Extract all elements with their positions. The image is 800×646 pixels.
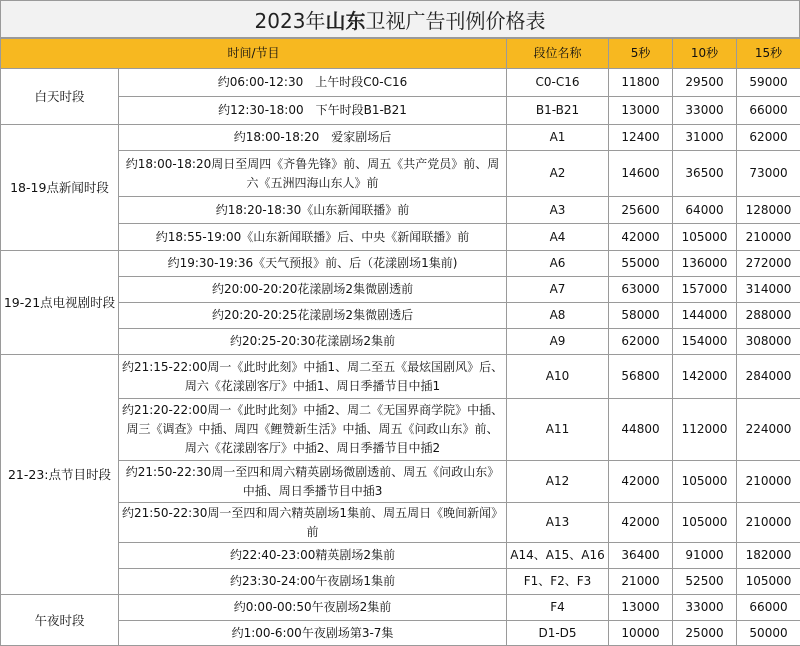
header-5s: 5秒 — [609, 39, 673, 69]
table-row — [1, 197, 800, 224]
slot-code: A13 — [507, 503, 609, 543]
price-15s: 105000 — [737, 569, 800, 595]
group-label: 白天时段 — [1, 69, 119, 125]
header-10s: 10秒 — [673, 39, 737, 69]
price-5s: 42000 — [609, 461, 673, 503]
slot-code: B1-B21 — [507, 97, 609, 125]
table-row — [1, 251, 800, 277]
slot-time: 约12:30-18:00 下午时段B1-B21 — [119, 97, 507, 125]
price-10s: 112000 — [673, 399, 737, 461]
title-year: 2023年 — [255, 5, 326, 34]
slot-code: A4 — [507, 224, 609, 251]
table-row — [1, 355, 800, 399]
price-10s: 144000 — [673, 303, 737, 329]
group-label: 午夜时段 — [1, 595, 119, 646]
group-label: 21-23:点节目时段 — [1, 355, 119, 595]
price-5s: 14600 — [609, 151, 673, 197]
slot-code: A9 — [507, 329, 609, 355]
price-15s: 224000 — [737, 399, 800, 461]
table-row — [1, 303, 800, 329]
price-5s: 63000 — [609, 277, 673, 303]
price-10s: 91000 — [673, 543, 737, 569]
price-5s: 21000 — [609, 569, 673, 595]
table-row — [1, 543, 800, 569]
slot-time: 约21:50-22:30周一至四和周六精英剧场微剧透前、周五《问政山东》中插、周日季播节目中插3 — [119, 461, 507, 503]
price-5s: 36400 — [609, 543, 673, 569]
slot-code: F4 — [507, 595, 609, 621]
price-5s: 11800 — [609, 69, 673, 97]
price-10s: 36500 — [673, 151, 737, 197]
price-15s: 128000 — [737, 197, 800, 224]
group-label: 19-21点电视剧时段 — [1, 251, 119, 355]
slot-code: A7 — [507, 277, 609, 303]
slot-time: 约21:15-22:00周一《此时此刻》中插1、周二至五《最炫国剧风》后、周六《花漾剧客厅》中插1、周日季播节目中插1 — [119, 355, 507, 399]
title-brand: 山东 — [325, 5, 365, 34]
price-15s: 59000 — [737, 69, 800, 97]
slot-time: 约19:30-19:36《天气预报》前、后（花漾剧场1集前) — [119, 251, 507, 277]
price-15s: 182000 — [737, 543, 800, 569]
slot-code: F1、F2、F3 — [507, 569, 609, 595]
slot-time: 约20:20-20:25花漾剧场2集微剧透后 — [119, 303, 507, 329]
table-row — [1, 97, 800, 125]
price-5s: 25600 — [609, 197, 673, 224]
price-15s: 66000 — [737, 595, 800, 621]
slot-code: A6 — [507, 251, 609, 277]
price-10s: 52500 — [673, 569, 737, 595]
price-5s: 55000 — [609, 251, 673, 277]
price-10s: 33000 — [673, 595, 737, 621]
price-5s: 62000 — [609, 329, 673, 355]
price-10s: 33000 — [673, 97, 737, 125]
price-5s: 12400 — [609, 125, 673, 151]
slot-time: 约18:00-18:20周日至周四《齐鲁先锋》前、周五《共产党员》前、周六《五洲四海山东人》前 — [119, 151, 507, 197]
slot-time: 约21:50-22:30周一至四和周六精英剧场1集前、周五周日《晚间新闻》前 — [119, 503, 507, 543]
price-5s: 13000 — [609, 595, 673, 621]
slot-code: A14、A15、A16 — [507, 543, 609, 569]
price-15s: 284000 — [737, 355, 800, 399]
slot-code: A1 — [507, 125, 609, 151]
slot-time: 约0:00-00:50午夜剧场2集前 — [119, 595, 507, 621]
price-5s: 10000 — [609, 621, 673, 646]
slot-code: A3 — [507, 197, 609, 224]
slot-time: 约18:20-18:30《山东新闻联播》前 — [119, 197, 507, 224]
table-row — [1, 125, 800, 151]
table-row — [1, 277, 800, 303]
price-15s: 272000 — [737, 251, 800, 277]
page-title — [0, 0, 800, 38]
price-10s: 157000 — [673, 277, 737, 303]
slot-time: 约18:00-18:20 爱家剧场后 — [119, 125, 507, 151]
price-15s: 73000 — [737, 151, 800, 197]
slot-code: A2 — [507, 151, 609, 197]
slot-time: 约20:00-20:20花漾剧场2集微剧透前 — [119, 277, 507, 303]
price-10s: 105000 — [673, 224, 737, 251]
price-10s: 154000 — [673, 329, 737, 355]
price-5s: 42000 — [609, 224, 673, 251]
header-row — [1, 39, 800, 69]
slot-code: A11 — [507, 399, 609, 461]
slot-code: C0-C16 — [507, 69, 609, 97]
slot-time: 约18:55-19:00《山东新闻联播》后、中央《新闻联播》前 — [119, 224, 507, 251]
slot-time: 约21:20-22:00周一《此时此刻》中插2、周二《无国界商学院》中插、周三《调查》中插、周四《鲤赞新生活》中插、周五《问政山东》前、周六《花漾剧客厅》中插2、周日季播节目中插2 — [119, 399, 507, 461]
header-time: 时间/节目 — [1, 39, 507, 69]
slot-code: A8 — [507, 303, 609, 329]
price-15s: 314000 — [737, 277, 800, 303]
table-row — [1, 503, 800, 543]
price-5s: 42000 — [609, 503, 673, 543]
price-10s: 105000 — [673, 503, 737, 543]
price-5s: 58000 — [609, 303, 673, 329]
slot-time: 约06:00-12:30 上午时段C0-C16 — [119, 69, 507, 97]
table-row — [1, 595, 800, 621]
price-15s: 66000 — [737, 97, 800, 125]
table-row — [1, 151, 800, 197]
table-row — [1, 621, 800, 646]
price-15s: 308000 — [737, 329, 800, 355]
price-15s: 62000 — [737, 125, 800, 151]
title-rest: 卫视广告刊例价格表 — [365, 5, 545, 34]
price-10s: 29500 — [673, 69, 737, 97]
price-5s: 56800 — [609, 355, 673, 399]
table-row — [1, 69, 800, 97]
slot-time: 约22:40-23:00精英剧场2集前 — [119, 543, 507, 569]
price-10s: 31000 — [673, 125, 737, 151]
price-15s: 210000 — [737, 503, 800, 543]
slot-code: A12 — [507, 461, 609, 503]
price-10s: 25000 — [673, 621, 737, 646]
slot-code: A10 — [507, 355, 609, 399]
price-15s: 50000 — [737, 621, 800, 646]
price-10s: 136000 — [673, 251, 737, 277]
table-row — [1, 461, 800, 503]
price-10s: 142000 — [673, 355, 737, 399]
header-code: 段位名称 — [507, 39, 609, 69]
header-15s: 15秒 — [737, 39, 800, 69]
price-15s: 288000 — [737, 303, 800, 329]
price-5s: 13000 — [609, 97, 673, 125]
slot-code: D1-D5 — [507, 621, 609, 646]
slot-time: 约20:25-20:30花漾剧场2集前 — [119, 329, 507, 355]
price-15s: 210000 — [737, 224, 800, 251]
price-15s: 210000 — [737, 461, 800, 503]
slot-time: 约23:30-24:00午夜剧场1集前 — [119, 569, 507, 595]
slot-time: 约1:00-6:00午夜剧场第3-7集 — [119, 621, 507, 646]
price-10s: 105000 — [673, 461, 737, 503]
table-row — [1, 569, 800, 595]
rate-table — [0, 38, 800, 646]
table-row — [1, 329, 800, 355]
table-row — [1, 224, 800, 251]
price-10s: 64000 — [673, 197, 737, 224]
group-label: 18-19点新闻时段 — [1, 125, 119, 251]
table-row — [1, 399, 800, 461]
price-5s: 44800 — [609, 399, 673, 461]
